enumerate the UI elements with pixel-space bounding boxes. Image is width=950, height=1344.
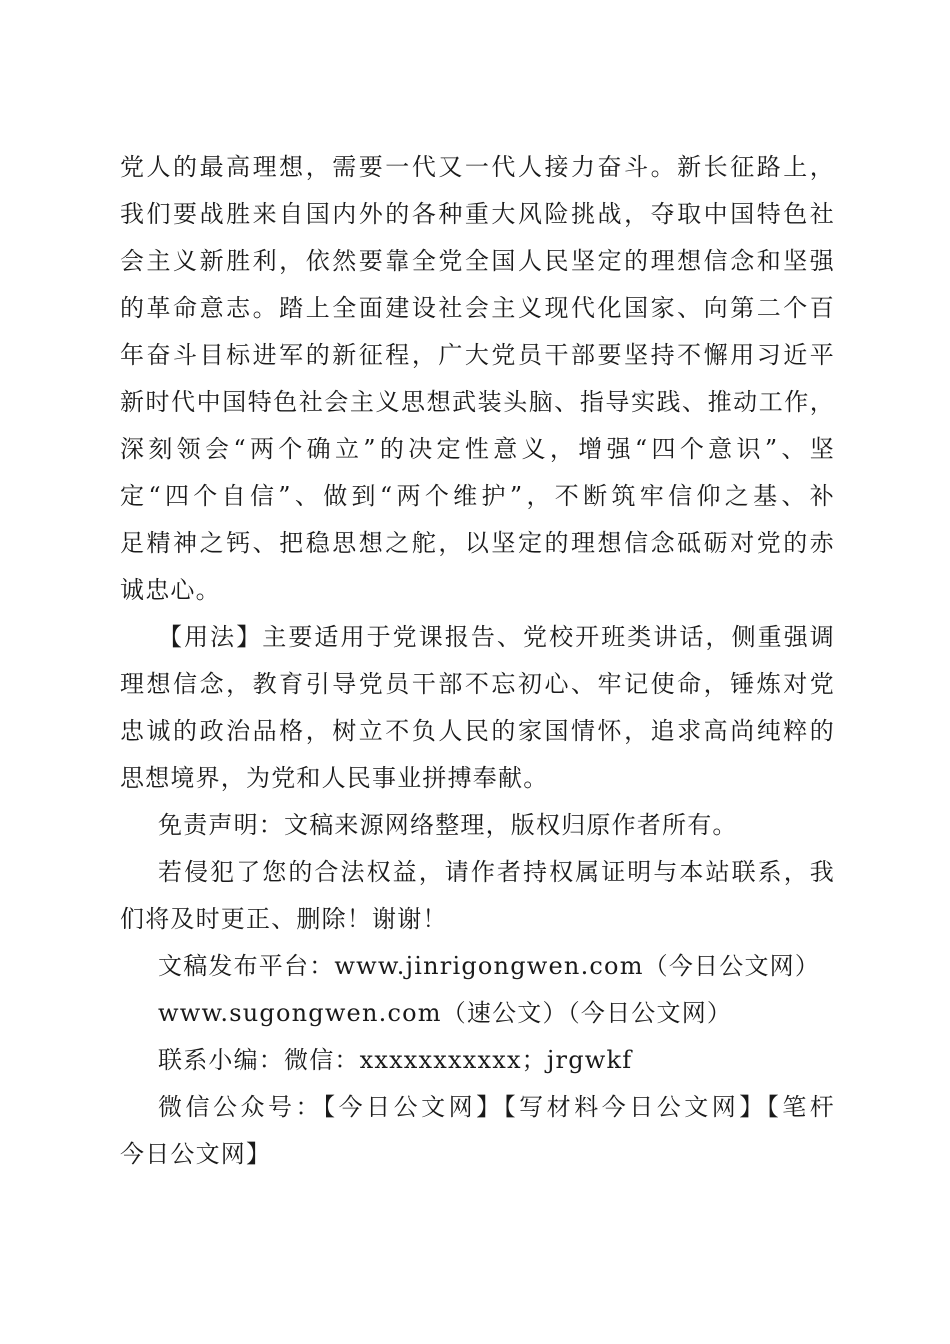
paragraph-usage (120, 614, 835, 802)
text-line: 诚忠心。 (120, 576, 221, 604)
text-line: 会主义新胜利，依然要靠全党全国人民坚定的理想信念和坚强 (120, 247, 835, 275)
text-line: 今日公文网】 (120, 1140, 272, 1168)
platform-paragraph-1 (120, 943, 835, 990)
text-line: 忠诚的政治品格，树立不负人民的家国情怀，追求高尚纯粹的 (120, 717, 835, 745)
contact-text: 联系小编：微信：xxxxxxxxxxx；jrgwkf (158, 1046, 633, 1074)
disclaimer-text: 免责声明：文稿来源网络整理，版权归原作者所有。 (158, 811, 738, 839)
wechat-paragraph (120, 1084, 835, 1178)
text-line: 若侵犯了您的合法权益，请作者持权属证明与本站联系，我 (158, 858, 835, 886)
text-line: 【用法】主要适用于党课报告、党校开班类讲话，侧重强调 (158, 623, 835, 651)
text-line: 足精神之钙、把稳思想之舵，以坚定的理想信念砥砺对党的赤 (120, 529, 835, 557)
text-line: 微信公众号：【今日公文网】【写材料今日公文网】【笔杆 (158, 1093, 835, 1121)
paragraph-main (120, 144, 835, 614)
contact-paragraph (120, 1037, 835, 1084)
document-body (120, 144, 835, 1178)
text-line: 定“四个自信”、做到“两个维护”，不断筑牢信仰之基、补 (120, 482, 835, 510)
text-line: 年奋斗目标进军的新征程，广大党员干部要坚持不懈用习近平 (120, 341, 835, 369)
text-line: 们将及时更正、删除！谢谢！ (120, 905, 448, 933)
platform-text: www.sugongwen.com（速公文）（今日公文网） (158, 999, 733, 1027)
text-line: 理想信念，教育引导党员干部不忘初心、牢记使命，锤炼对党 (120, 670, 835, 698)
text-line: 党人的最高理想，需要一代又一代人接力奋斗。新长征路上， (120, 153, 835, 181)
infringement-paragraph (120, 849, 835, 943)
platform-text: 文稿发布平台：www.jinrigongwen.com（今日公文网） (158, 952, 821, 980)
platform-paragraph-2 (120, 990, 835, 1037)
text-line: 我们要战胜来自国内外的各种重大风险挑战，夺取中国特色社 (120, 200, 835, 228)
disclaimer-paragraph (120, 802, 835, 849)
text-line: 思想境界，为党和人民事业拼搏奉献。 (120, 764, 549, 792)
text-line: 深刻领会“两个确立”的决定性意义，增强“四个意识”、坚 (120, 435, 835, 463)
text-line: 的革命意志。踏上全面建设社会主义现代化国家、向第二个百 (120, 294, 835, 322)
text-line: 新时代中国特色社会主义思想武装头脑、指导实践、推动工作， (120, 388, 835, 416)
